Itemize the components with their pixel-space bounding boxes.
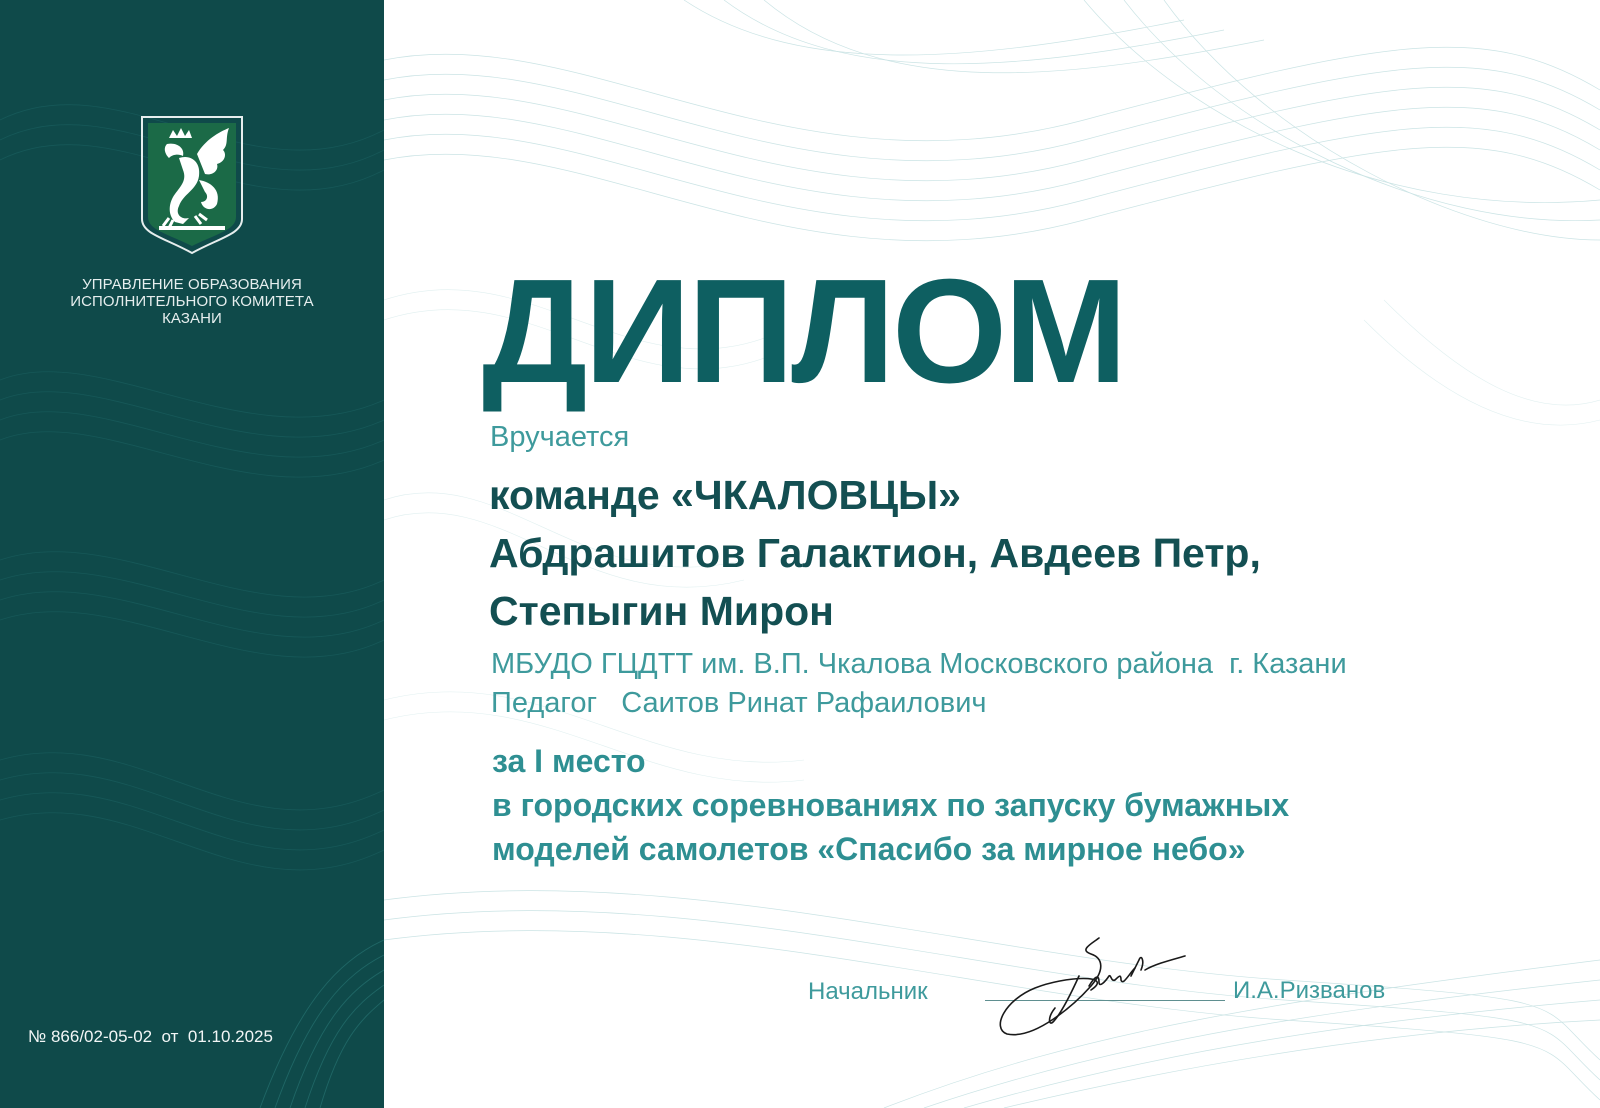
signatory-position: Начальник xyxy=(808,978,928,1005)
document-number: № 866/02-05-02 от 01.10.2025 xyxy=(28,1027,273,1046)
reason-line: в городских соревнованиях по запуску бумажных xyxy=(492,787,1290,823)
reason-line: моделей самолетов «Спасибо за мирное небо» xyxy=(492,831,1246,867)
signatory-name: И.А.Ризванов xyxy=(1233,977,1386,1004)
organization-name xyxy=(30,276,354,327)
diploma-title: ДИПЛОМ xyxy=(482,249,1125,414)
recipient-line: Степыгин Мирон xyxy=(489,588,834,634)
org-line: ИСПОЛНИТЕЛЬНОГО КОМИТЕТА xyxy=(70,293,314,310)
left-panel xyxy=(0,0,384,1108)
institution-block xyxy=(491,645,1347,723)
kazan-coat-of-arms-icon xyxy=(139,114,245,256)
awarded-label: Вручается xyxy=(490,421,630,453)
handwritten-signature xyxy=(995,930,1195,1050)
recipient-block xyxy=(489,466,1261,640)
recipient-line: Абдрашитов Галактион, Авдеев Петр, xyxy=(489,530,1261,576)
teacher-line: Педагог Саитов Ринат Рафаилович xyxy=(491,687,987,719)
award-reason xyxy=(492,739,1289,871)
reason-line: за I место xyxy=(492,743,646,779)
org-line: УПРАВЛЕНИЕ ОБРАЗОВАНИЯ xyxy=(82,276,302,293)
org-line: КАЗАНИ xyxy=(162,310,222,327)
recipient-line: команде «ЧКАЛОВЦЫ» xyxy=(489,472,961,518)
institution-line: МБУДО ГЦДТТ им. В.П. Чкалова Московского района г. Казани xyxy=(491,648,1347,680)
